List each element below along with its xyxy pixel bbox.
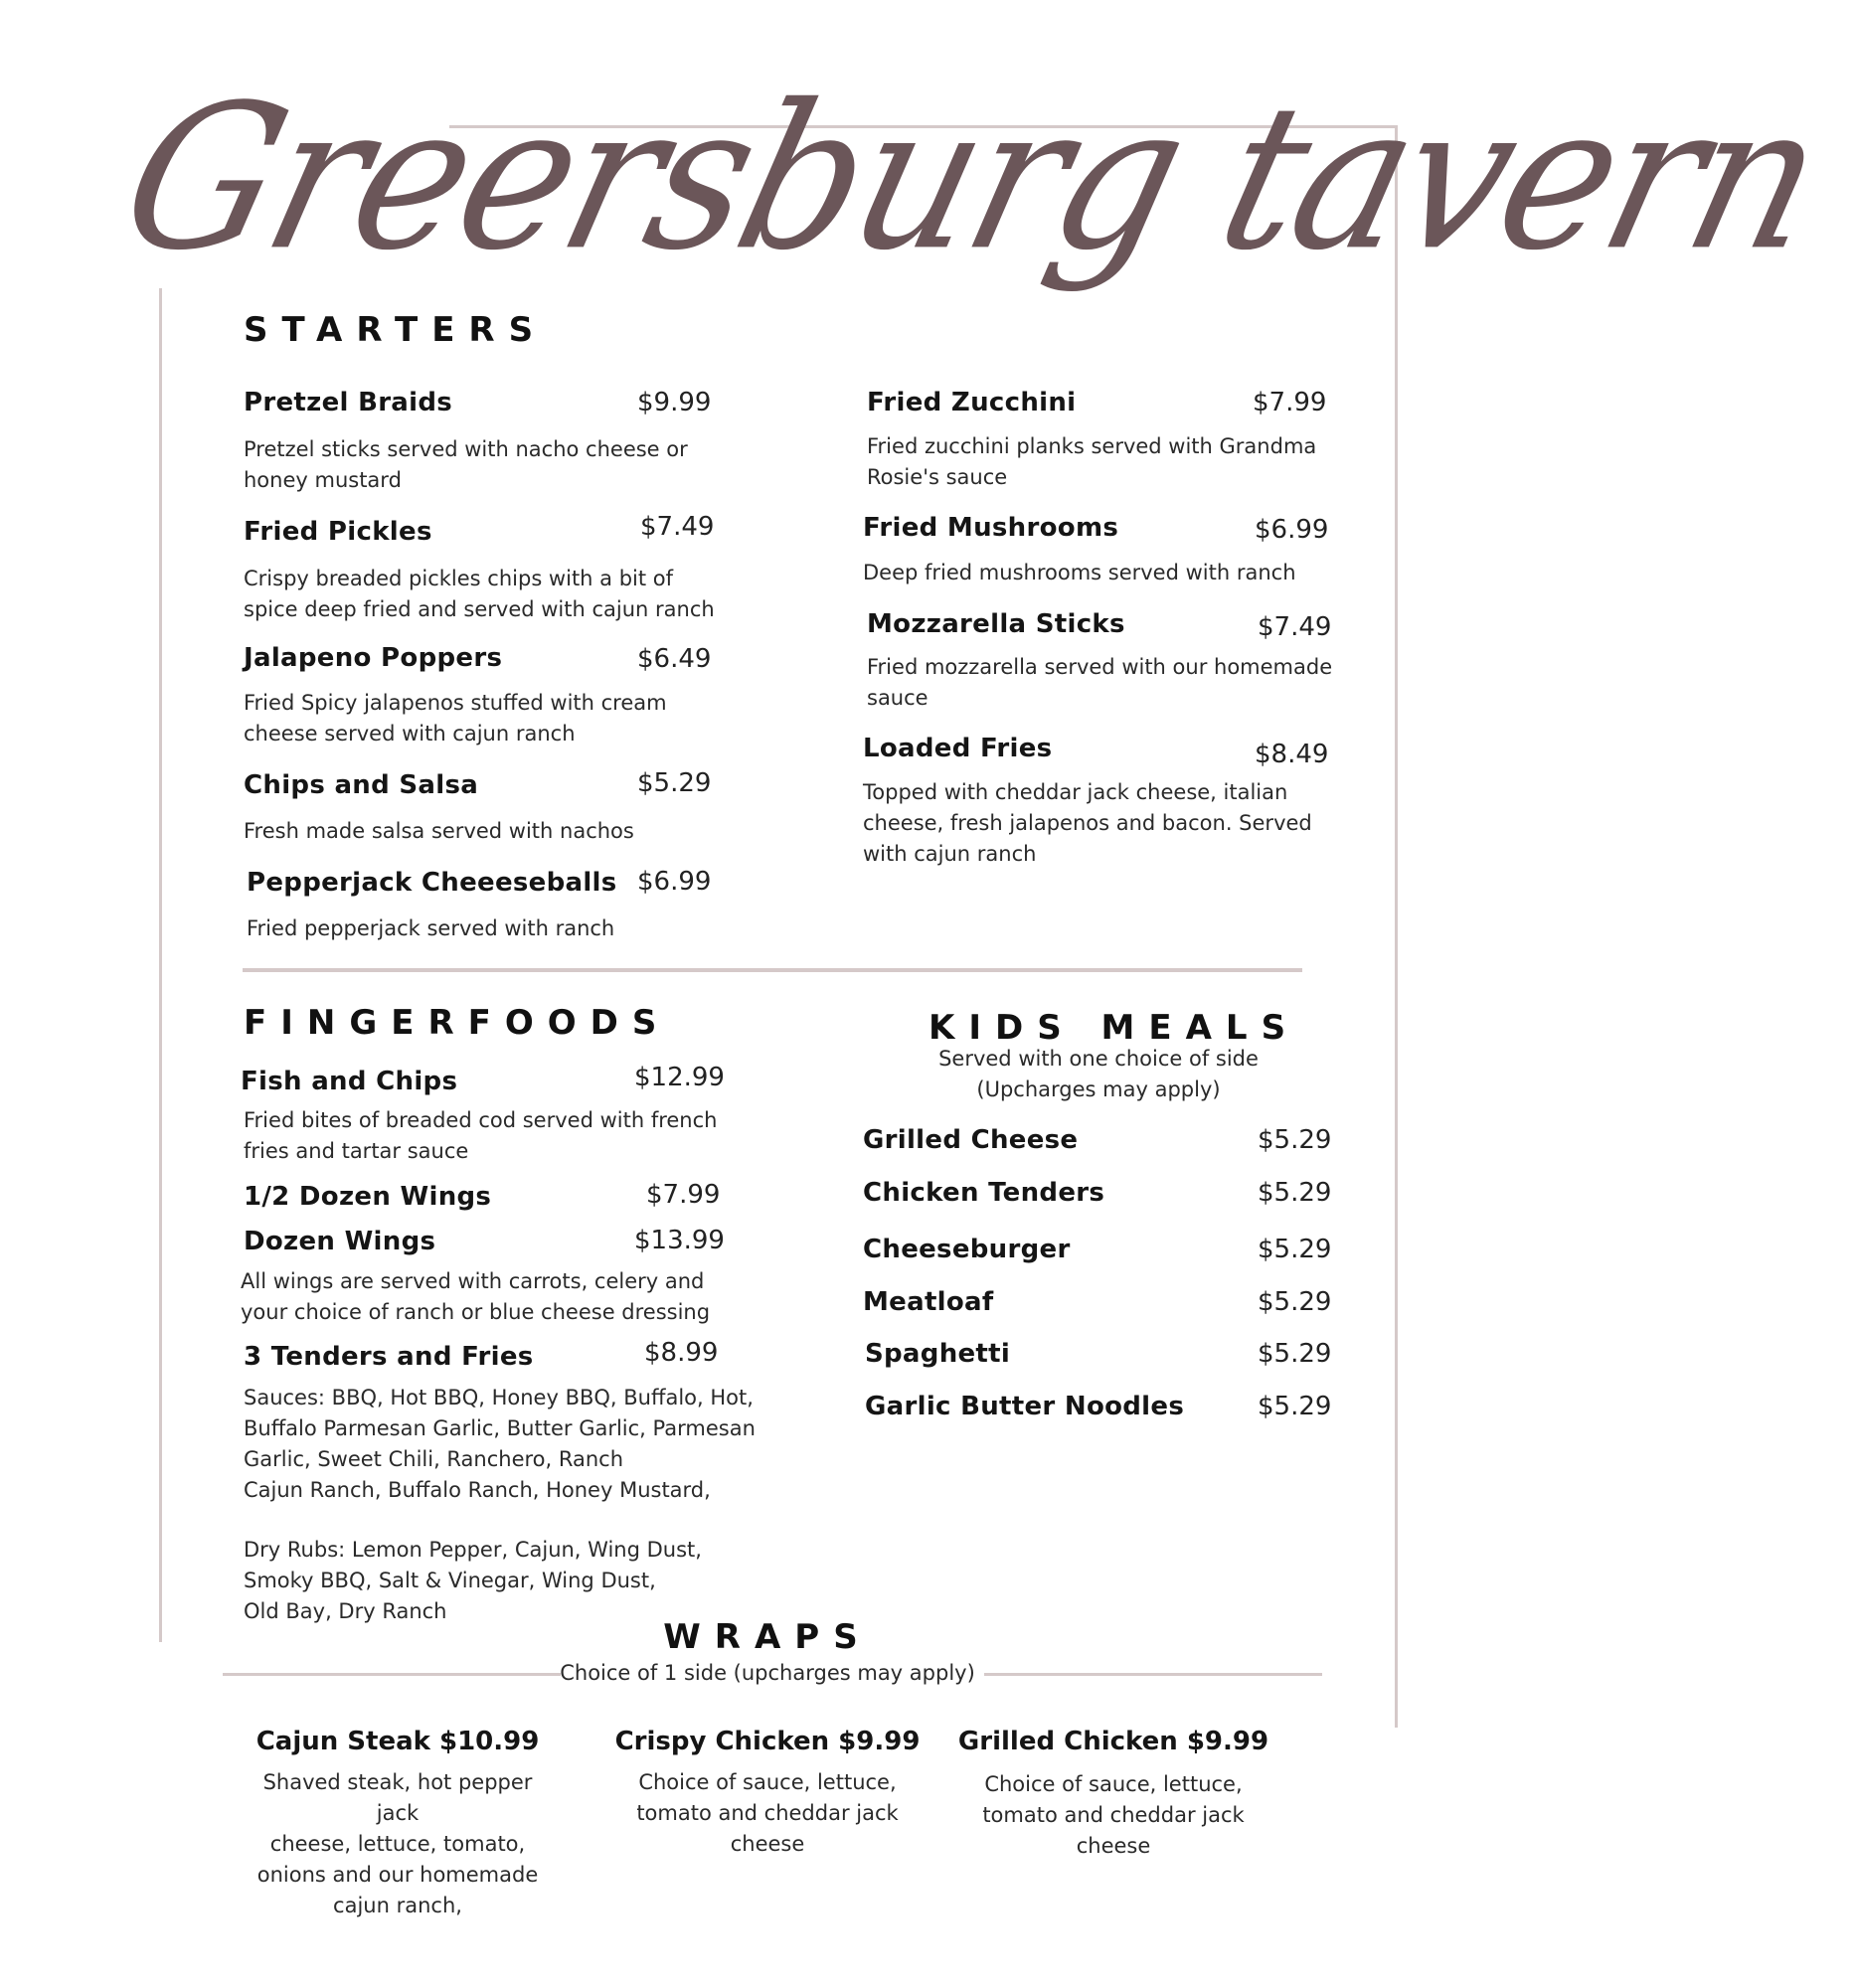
menu-item-name: 1/2 Dozen Wings [244, 1182, 492, 1212]
menu-item-price: $5.29 [637, 768, 712, 798]
wraps-line-left [223, 1673, 561, 1676]
menu-item-description: Fried pepperjack served with ranch [247, 916, 615, 940]
kids-meals-upcharge-note: (Upcharges may apply) [976, 1077, 1221, 1101]
menu-item-price: $12.99 [634, 1063, 725, 1092]
menu-item-price: $13.99 [634, 1226, 725, 1255]
menu-item-name: Pretzel Braids [244, 388, 453, 417]
wrap-item-name: Cajun Steak $10.99 [255, 1727, 540, 1756]
menu-item-description: Fried zucchini planks served with Grandma Rosie's sauce [867, 434, 1317, 489]
menu-item-name: Meatloaf [863, 1287, 994, 1317]
menu-item-description: All wings are served with carrots, celery and your choice of ranch or blue cheese dressing [241, 1269, 711, 1324]
kids-meals-subtitle: Served with one choice of side [938, 1047, 1259, 1071]
menu-item-name: Pepperjack Cheeeseballs [247, 868, 617, 898]
frame-left-line [159, 288, 162, 1642]
menu-item-name: Dozen Wings [244, 1227, 436, 1256]
menu-item-name: Chicken Tenders [863, 1178, 1105, 1208]
menu-item-description: Crispy breaded pickles chips with a bit of spice deep fried and served with cajun ranch [244, 567, 715, 621]
menu-item-price: $7.49 [1258, 612, 1332, 642]
kids-meals-heading: KIDS MEALS [928, 1008, 1300, 1048]
menu-item-name: Fried Mushrooms [863, 513, 1119, 543]
menu-item-price: $6.99 [1255, 515, 1329, 545]
menu-item-price: $9.99 [637, 388, 712, 417]
frame-right-line [1395, 125, 1398, 1728]
menu-item-price: $5.29 [1258, 1178, 1332, 1208]
menu-item-name: Mozzarella Sticks [867, 609, 1125, 639]
menu-item-price: $7.49 [640, 512, 715, 542]
menu-item-name: Fried Zucchini [867, 388, 1077, 417]
menu-item-price: $8.99 [644, 1338, 719, 1368]
menu-item-description: Fresh made salsa served with nachos [244, 819, 634, 843]
wrap-item-name: Grilled Chicken $9.99 [957, 1727, 1269, 1756]
menu-item-price: $7.99 [646, 1180, 721, 1210]
wrap-item-description: Shaved steak, hot pepper jack cheese, lettuce, tomato, onions and our homemade cajun ranch, [256, 1770, 539, 1917]
menu-item-description: Topped with cheddar jack cheese, italian cheese, fresh jalapenos and bacon. Served with cajun ranch [863, 780, 1312, 866]
menu-item-description: Fried bites of breaded cod served with french fries and tartar sauce [244, 1108, 718, 1163]
section-divider [243, 968, 1302, 972]
menu-item-description: Fried Spicy jalapenos stuffed with cream cheese served with cajun ranch [244, 691, 667, 746]
menu-item-name: Jalapeno Poppers [244, 643, 503, 673]
menu-item-description: Deep fried mushrooms served with ranch [863, 561, 1296, 584]
menu-item-price: $6.49 [637, 644, 712, 674]
restaurant-name: Greersburg tavern [102, 61, 1841, 294]
menu-item-price: $5.29 [1258, 1287, 1332, 1317]
menu-item-price: $8.49 [1255, 740, 1329, 769]
wrap-item-description: Choice of sauce, lettuce, tomato and cheddar jack cheese [982, 1772, 1245, 1858]
menu-item-name: 3 Tenders and Fries [244, 1342, 534, 1372]
menu-item-description: Fried mozzarella served with our homemade sauce [867, 655, 1333, 710]
sauces-list: Sauces: BBQ, Hot BBQ, Honey BBQ, Buffalo, Hot, Buffalo Parmesan Garlic, Butter Garlic, Parmesan Garlic, Sweet Chili, Ranchero, Ranch Cajun Ranch, Buffalo Ranch, Honey Mustard, [244, 1386, 756, 1502]
wrap-item-description: Choice of sauce, lettuce, tomato and cheddar jack cheese [636, 1770, 899, 1856]
wrap-item-name: Crispy Chicken $9.99 [614, 1727, 921, 1756]
menu-item-price: $5.29 [1258, 1392, 1332, 1421]
dry-rubs-list: Dry Rubs: Lemon Pepper, Cajun, Wing Dust, Smoky BBQ, Salt & Vinegar, Wing Dust, Old Bay, Dry Ranch [244, 1538, 702, 1623]
starters-heading: STARTERS [244, 310, 548, 350]
menu-item-price: $5.29 [1258, 1339, 1332, 1369]
menu-item-price: $5.29 [1258, 1235, 1332, 1264]
wraps-subtitle: Choice of 1 side (upcharges may apply) [560, 1661, 975, 1685]
menu-item-name: Grilled Cheese [863, 1125, 1079, 1155]
menu-item-description: Pretzel sticks served with nacho cheese or honey mustard [244, 437, 688, 492]
fingerfoods-heading: FINGERFOODS [244, 1003, 671, 1043]
menu-item-name: Fried Pickles [244, 517, 432, 547]
menu-item-price: $6.99 [637, 867, 712, 897]
wraps-line-right [984, 1673, 1322, 1676]
menu-item-name: Fish and Chips [241, 1067, 458, 1096]
wraps-heading: WRAPS [663, 1617, 872, 1657]
menu-item-price: $7.99 [1253, 388, 1327, 417]
menu-item-name: Garlic Butter Noodles [865, 1392, 1185, 1421]
menu-item-name: Chips and Salsa [244, 770, 479, 800]
menu-item-price: $5.29 [1258, 1125, 1332, 1155]
menu-item-name: Loaded Fries [863, 734, 1053, 763]
menu-item-name: Cheeseburger [863, 1235, 1071, 1264]
menu-item-name: Spaghetti [865, 1339, 1011, 1369]
